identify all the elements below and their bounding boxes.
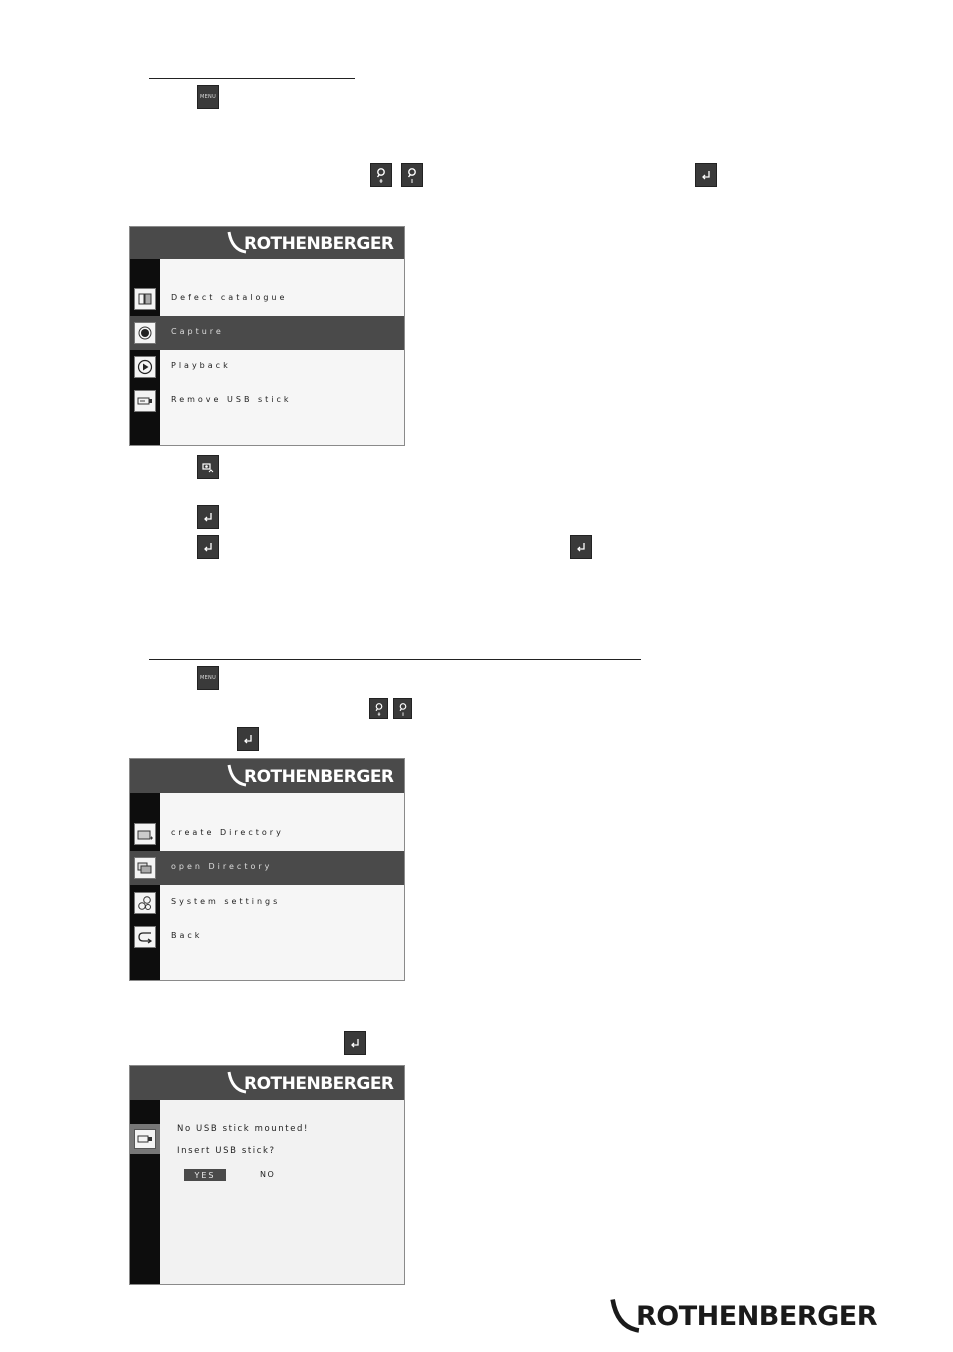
menu-item-label: create Directory xyxy=(171,828,284,837)
footer-brand-logo: ROTHENBERGER xyxy=(608,1296,877,1334)
menu-item-label: Defect catalogue xyxy=(171,293,288,302)
menu-item-defect-catalogue[interactable] xyxy=(130,282,404,316)
menu-item-label: open Directory xyxy=(171,862,273,871)
brand-logo: ROTHENBERGER xyxy=(226,1070,394,1094)
menu-item-label: Playback xyxy=(171,361,231,370)
new-folder-icon xyxy=(134,823,156,845)
enter-key-icon xyxy=(197,505,219,529)
no-button[interactable]: NO xyxy=(260,1170,276,1179)
menu-item-create-directory[interactable] xyxy=(130,817,404,851)
menu-item-label: Remove USB stick xyxy=(171,395,292,404)
zoom-in-key-icon xyxy=(369,698,388,719)
screen-header xyxy=(130,1066,404,1100)
menu-item-capture[interactable] xyxy=(130,316,404,350)
menu-item-playback[interactable] xyxy=(130,350,404,384)
menu-key-icon: MENU xyxy=(197,85,219,109)
enter-key-icon xyxy=(695,163,717,187)
brand-logo: ROTHENBERGER xyxy=(226,230,394,254)
enter-key-icon xyxy=(344,1031,366,1055)
book-icon xyxy=(134,288,156,310)
brand-logo: ROTHENBERGER xyxy=(226,763,394,787)
menu-item-system-settings[interactable] xyxy=(130,886,404,920)
enter-key-icon xyxy=(237,727,259,751)
menu-item-label: Back xyxy=(171,931,203,940)
screen-header xyxy=(130,759,404,793)
usb-icon xyxy=(134,390,156,412)
zoom-in-key-icon xyxy=(370,163,392,187)
photo-key-icon xyxy=(197,455,219,479)
zoom-out-key-icon xyxy=(401,163,423,187)
play-icon xyxy=(134,356,156,378)
usb-stick-icon xyxy=(130,1124,160,1154)
menu-item-label: System settings xyxy=(171,897,281,906)
menu-item-remove-usb-stick[interactable] xyxy=(130,384,404,418)
usb-dialog-screen xyxy=(129,1065,405,1285)
back-arrow-icon xyxy=(134,926,156,948)
zoom-out-key-icon xyxy=(393,698,412,719)
record-icon xyxy=(134,322,156,344)
enter-key-icon xyxy=(197,535,219,559)
gears-icon xyxy=(134,892,156,914)
open-folder-icon xyxy=(134,857,156,879)
menu-item-back[interactable] xyxy=(130,920,404,954)
enter-key-icon xyxy=(570,535,592,559)
section-rule-2 xyxy=(149,659,641,660)
menu-item-open-directory[interactable] xyxy=(130,851,404,885)
main-menu-screen xyxy=(129,226,405,446)
directory-menu-screen xyxy=(129,758,405,981)
yes-button[interactable]: YES xyxy=(184,1169,226,1181)
screen-header xyxy=(130,227,404,259)
menu-item-label: Capture xyxy=(171,327,224,336)
dialog-message-line-2: Insert USB stick? xyxy=(177,1146,276,1156)
menu-key-icon: MENU xyxy=(197,666,219,690)
dialog-message-line-1: No USB stick mounted! xyxy=(177,1124,310,1134)
section-rule-1 xyxy=(149,78,355,79)
